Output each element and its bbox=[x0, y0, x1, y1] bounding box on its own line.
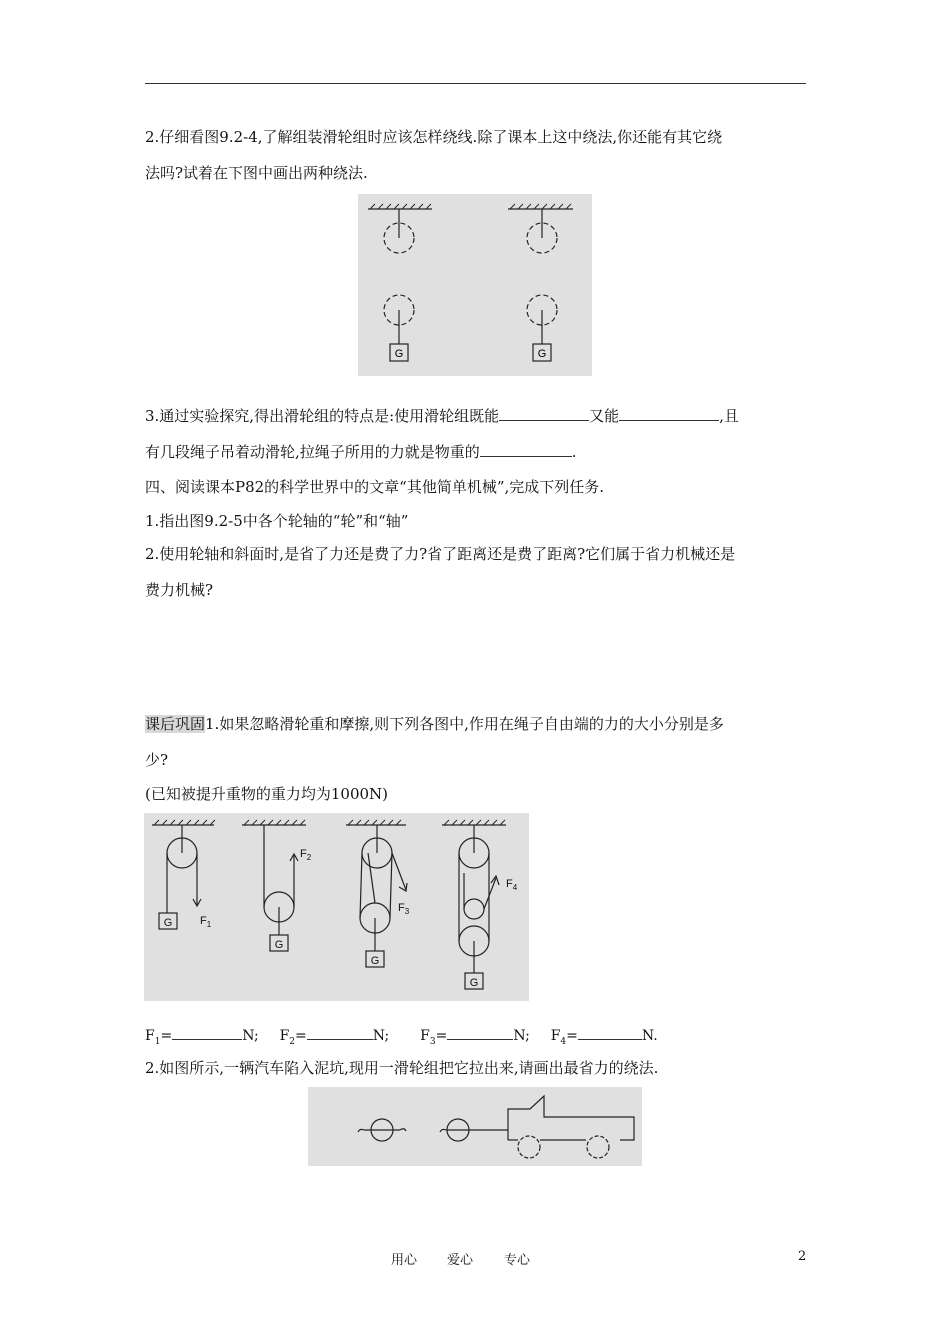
f4-blank[interactable] bbox=[578, 1025, 642, 1040]
f2-label: F bbox=[279, 1028, 290, 1044]
f4-label: F bbox=[550, 1028, 561, 1044]
force-label-f3: $F_3$ bbox=[398, 902, 410, 916]
f2-unit: N; bbox=[372, 1028, 390, 1044]
f4-sub: 4 bbox=[560, 1036, 567, 1047]
weight-label: G bbox=[469, 977, 479, 989]
q3-text-c: ,且 bbox=[719, 407, 739, 425]
weight-label: G bbox=[163, 917, 173, 929]
f2-sub: 2 bbox=[289, 1036, 296, 1047]
f1-label: F bbox=[145, 1028, 155, 1044]
q3-blank-1[interactable] bbox=[499, 406, 589, 421]
car-pulley-figure bbox=[308, 1087, 642, 1166]
weight-label: G bbox=[370, 955, 380, 967]
f2-eq: = bbox=[295, 1028, 307, 1044]
section-4-heading: 四、阅读课本P82的科学世界中的文章“其他简单机械”,完成下列任务. bbox=[145, 478, 605, 496]
footer-word-1: 用心 bbox=[391, 1253, 418, 1268]
answer-line bbox=[145, 1025, 658, 1052]
f3-sub: 3 bbox=[429, 1036, 436, 1047]
footer-word-3: 专心 bbox=[504, 1253, 531, 1268]
review-q1-text: 1.如果忽略滑轮重和摩擦,则下列各图中,作用在绳子自由端的力的大小分别是多 bbox=[205, 715, 724, 733]
q3-blank-2[interactable] bbox=[619, 406, 719, 421]
f2-blank[interactable] bbox=[307, 1025, 373, 1040]
q2-line1: 2.仔细看图9.2-4,了解组装滑轮组时应该怎样绕线.除了课本上这中绕法,你还能有其它绕 bbox=[145, 128, 723, 146]
weight-label: G bbox=[394, 348, 404, 360]
q3-blank-3[interactable] bbox=[480, 442, 572, 457]
section-4-q2-line2: 费力机械? bbox=[145, 581, 214, 599]
review-tag: 课后巩固 bbox=[145, 715, 206, 733]
f3-eq: = bbox=[435, 1028, 448, 1044]
q3-text-b: 又能 bbox=[589, 407, 620, 425]
q3-text-d: 有几段绳子吊着动滑轮,拉绳子所用的力就是物重的 bbox=[145, 443, 480, 461]
review-q1-note: (已知被提升重物的重力均为1000N) bbox=[145, 785, 389, 803]
weight-label: G bbox=[274, 939, 284, 951]
footer-word-2: 爱心 bbox=[447, 1253, 474, 1268]
page-number: 2 bbox=[798, 1249, 807, 1264]
pulley-figure-2 bbox=[144, 813, 529, 1001]
pulley-figure-1 bbox=[358, 194, 592, 376]
review-q1-line1 bbox=[145, 714, 724, 734]
f1-unit: N; bbox=[242, 1028, 259, 1044]
f1-sub: 1 bbox=[154, 1036, 161, 1047]
section-4-q2-line1: 2.使用轮轴和斜面时,是省了力还是费了力?省了距离还是费了距离?它们属于省力机械还是 bbox=[145, 545, 736, 563]
q2-line2: 法吗?试着在下图中画出两种绕法. bbox=[145, 164, 368, 182]
q3-line1 bbox=[145, 406, 739, 426]
review-q1-line2: 少? bbox=[145, 751, 169, 769]
q3-line2 bbox=[145, 442, 577, 462]
section-4-q1: 1.指出图9.2-5中各个轮轴的“轮”和“轴” bbox=[145, 512, 409, 530]
q3-text-e: . bbox=[571, 443, 577, 461]
force-label-f2: $F_2$ bbox=[300, 848, 312, 862]
f3-blank[interactable] bbox=[447, 1025, 513, 1040]
f3-unit: N; bbox=[513, 1028, 530, 1044]
weight-label: G bbox=[537, 348, 547, 360]
force-label-f1: $F_1$ bbox=[200, 915, 212, 929]
review-q2: 2.如图所示,一辆汽车陷入泥坑,现用一滑轮组把它拉出来,请画出最省力的绕法. bbox=[145, 1059, 659, 1077]
q3-text-a: 3.通过实验探究,得出滑轮组的特点是:使用滑轮组既能 bbox=[145, 407, 500, 425]
force-label-f4: $F_4$ bbox=[506, 878, 518, 892]
f1-blank[interactable] bbox=[172, 1025, 242, 1040]
f4-eq: = bbox=[566, 1028, 578, 1044]
f3-label: F bbox=[420, 1028, 430, 1044]
header-rule bbox=[145, 83, 806, 84]
f4-unit: N. bbox=[641, 1028, 658, 1044]
f1-eq: = bbox=[160, 1028, 173, 1044]
